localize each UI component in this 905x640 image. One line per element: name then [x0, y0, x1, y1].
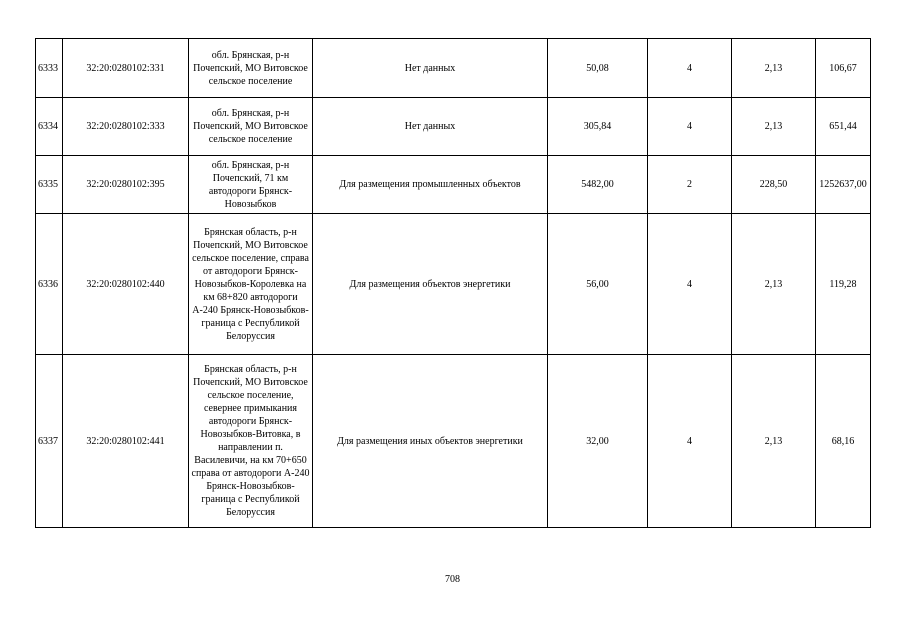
permitted-use-cell: Нет данных [313, 98, 548, 156]
row-number-cell: 6336 [36, 214, 63, 355]
row-number-cell: 6335 [36, 156, 63, 214]
row-number-cell: 6334 [36, 98, 63, 156]
area-cell: 32,00 [548, 355, 648, 528]
cadastral-number-cell: 32:20:0280102:331 [63, 39, 189, 98]
permitted-use-cell: Нет данных [313, 39, 548, 98]
table-row [36, 98, 871, 156]
rate-cell: 2,13 [732, 214, 816, 355]
group-cell: 4 [648, 214, 732, 355]
area-cell: 5482,00 [548, 156, 648, 214]
permitted-use-cell: Для размещения промышленных объектов [313, 156, 548, 214]
address-cell: обл. Брянская, р-н Почепский, 71 км автодороги Брянск-Новозыбков [189, 156, 313, 214]
group-cell: 4 [648, 39, 732, 98]
table-row [36, 39, 871, 98]
address-cell: обл. Брянская, р-н Почепский, МО Витовское сельское поселение [189, 39, 313, 98]
cadastral-number-cell: 32:20:0280102:395 [63, 156, 189, 214]
area-cell: 305,84 [548, 98, 648, 156]
row-number-cell: 6337 [36, 355, 63, 528]
table-row [36, 355, 871, 528]
area-cell: 50,08 [548, 39, 648, 98]
rate-cell: 2,13 [732, 39, 816, 98]
cadastral-number-cell: 32:20:0280102:440 [63, 214, 189, 355]
group-cell: 2 [648, 156, 732, 214]
value-cell: 1252637,00 [816, 156, 871, 214]
address-cell: Брянская область, р-н Почепский, МО Витовское сельское поселение, севернее примыкания автодороги Брянск-Новозыбков-Витовка, в направлении п. Василевичи, на км 70+650 справа от автодороги А-240 Брянск-Новозыбков-граница с Республикой Белоруссия [189, 355, 313, 528]
address-cell: Брянская область, р-н Почепский, МО Витовское сельское поселение, справа от автодороги Брянск-Новозыбков-Королевка на км 68+820 автодороги А-240 Брянск-Новозыбков-граница с Республикой Белоруссия [189, 214, 313, 355]
cadastral-number-cell: 32:20:0280102:441 [63, 355, 189, 528]
rate-cell: 2,13 [732, 98, 816, 156]
value-cell: 106,67 [816, 39, 871, 98]
value-cell: 119,28 [816, 214, 871, 355]
table-row [36, 214, 871, 355]
rate-cell: 228,50 [732, 156, 816, 214]
value-cell: 68,16 [816, 355, 871, 528]
address-cell: обл. Брянская, р-н Почепский, МО Витовское сельское поселение [189, 98, 313, 156]
area-cell: 56,00 [548, 214, 648, 355]
rate-cell: 2,13 [732, 355, 816, 528]
permitted-use-cell: Для размещения объектов энергетики [313, 214, 548, 355]
group-cell: 4 [648, 355, 732, 528]
group-cell: 4 [648, 98, 732, 156]
table-row [36, 156, 871, 214]
value-cell: 651,44 [816, 98, 871, 156]
cadastral-number-cell: 32:20:0280102:333 [63, 98, 189, 156]
permitted-use-cell: Для размещения иных объектов энергетики [313, 355, 548, 528]
cadastral-register-table [35, 38, 871, 528]
page-number: 708 [445, 574, 460, 585]
row-number-cell: 6333 [36, 39, 63, 98]
